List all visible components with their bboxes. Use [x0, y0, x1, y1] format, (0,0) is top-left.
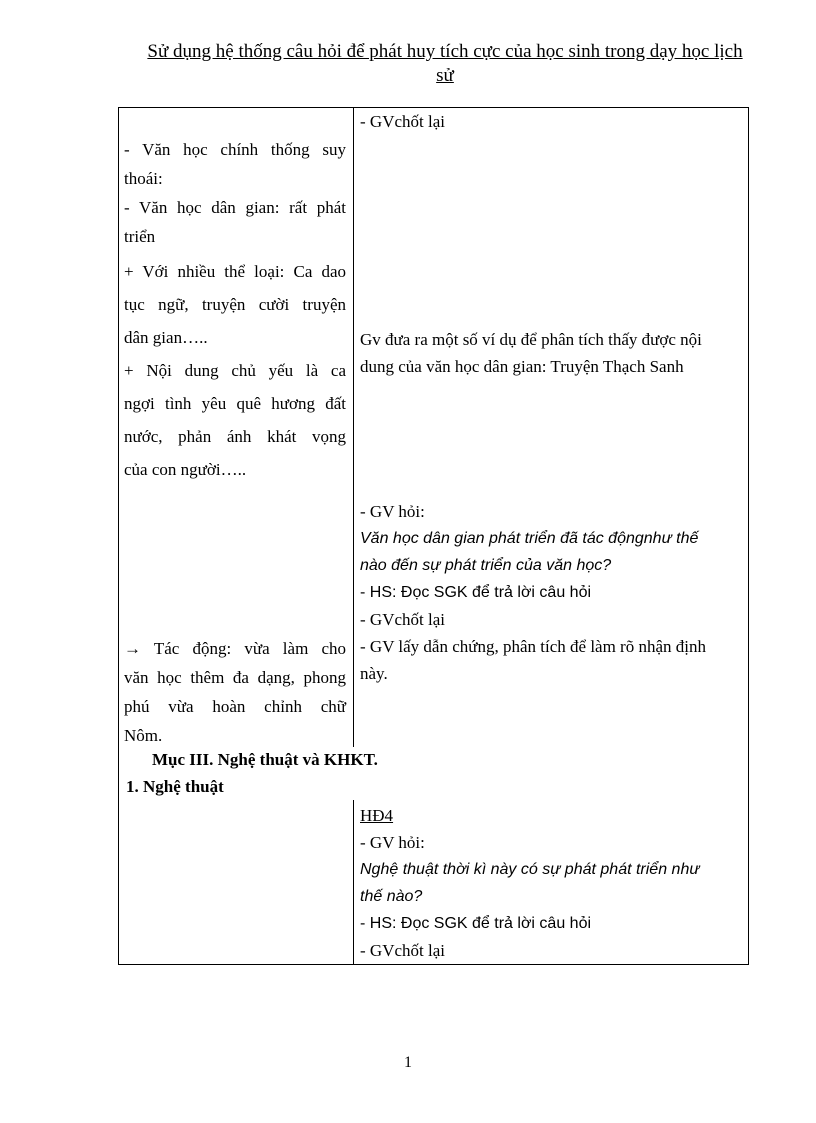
left-block-impact	[124, 634, 346, 750]
question-line: Văn học dân gian phát triển đã tác độngnhư thế	[360, 530, 699, 547]
text-line: - Văn học dân gian: rất phát	[124, 198, 346, 217]
text-line: văn học thêm đa dạng, phong	[124, 668, 346, 687]
text-line: phú vừa hoàn chỉnh chữ	[124, 697, 346, 716]
column-divider-top	[353, 107, 354, 747]
text-line: của con người…..	[124, 460, 247, 479]
left-block-literature	[124, 135, 346, 486]
text-line: thoái:	[124, 169, 163, 188]
text-line: triển	[124, 227, 156, 246]
text-line: + Nội dung chủ yếu là ca	[124, 361, 346, 380]
text-line: + Với nhiều thể loại: Ca dao	[124, 262, 346, 281]
text-line: này.	[360, 664, 388, 683]
text-line: - GV hỏi:	[360, 833, 425, 852]
right-row-3	[360, 498, 744, 687]
text-line: - GV lấy dẫn chứng, phân tích để làm rõ nhận định	[360, 637, 706, 656]
right-row-4	[360, 802, 744, 964]
text-line: - Văn học chính thống suy	[124, 140, 346, 159]
text-line: - GVchốt lại	[360, 112, 445, 131]
text-line: nước, phản ánh khát vọng	[124, 427, 346, 446]
column-divider-bottom	[353, 800, 354, 965]
text-line: - HS: Đọc SGK để trả lời câu hỏi	[360, 915, 592, 932]
text-line: - HS: Đọc SGK để trả lời câu hỏi	[360, 584, 592, 601]
text-line: - GV hỏi:	[360, 502, 425, 521]
text-line: Gv đưa ra một số ví dụ để phân tích thấy được nội	[360, 330, 702, 349]
text-line: dân gian…..	[124, 328, 208, 347]
text-line: dung của văn học dân gian: Truyện Thạch Sanh	[360, 357, 684, 376]
question-line: thế nào?	[360, 888, 423, 905]
right-row-1	[360, 108, 744, 135]
question-line: nào đến sự phát triển của văn học?	[360, 557, 612, 574]
page-number: 1	[404, 1054, 412, 1071]
subheading: 1. Nghệ thuật	[126, 777, 224, 796]
text-line: → Tác động: vừa làm cho	[124, 639, 346, 658]
question-line: Nghệ thuật thời kì này có sự phát phát triển như	[360, 861, 700, 878]
right-row-2	[360, 326, 744, 380]
text-line: ngợi tình yêu quê hương đất	[124, 394, 346, 413]
text-line: - GVchốt lại	[360, 610, 445, 629]
page-title-line-1: Sử dụng hệ thống câu hỏi để phát huy tích cực của học sinh trong dạy học lịch	[147, 41, 743, 62]
section-heading: Mục III. Nghệ thuật và KHKT.	[152, 750, 378, 769]
text-line: tục ngữ, truyện cười truyện	[124, 295, 346, 314]
page-title-line-2: sử	[436, 65, 454, 86]
activity-label: HĐ4	[360, 806, 394, 825]
text-line: Nôm.	[124, 726, 163, 745]
text-line: - GVchốt lại	[360, 941, 445, 960]
page-title	[120, 40, 770, 88]
